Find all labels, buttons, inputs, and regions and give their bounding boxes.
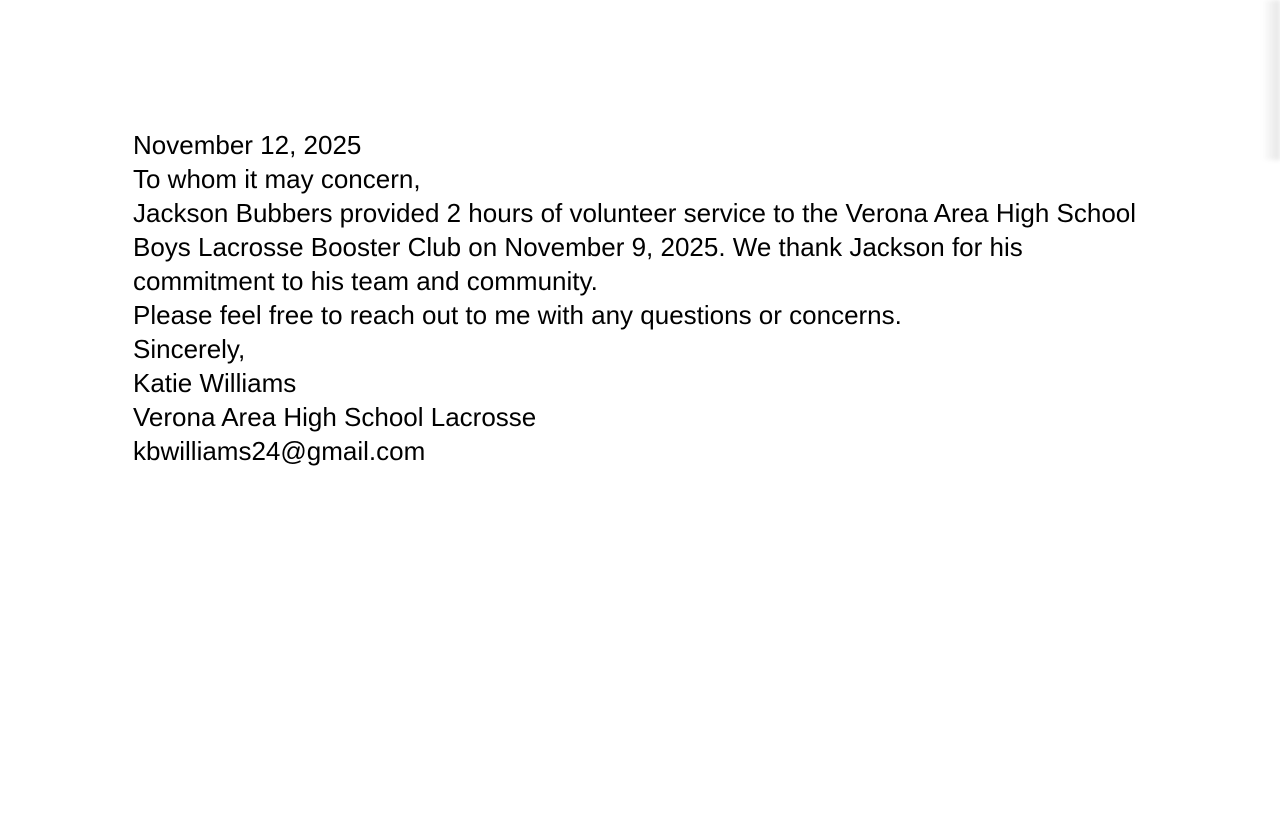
signature-email: kbwilliams24@gmail.com bbox=[133, 436, 426, 466]
letter-salutation: To whom it may concern, bbox=[133, 164, 421, 194]
signature-block bbox=[133, 366, 1143, 468]
letter-closing: Sincerely, bbox=[133, 334, 246, 364]
page-edge-shadow bbox=[1262, 0, 1280, 160]
letter-contact-paragraph: Please feel free to reach out to me with any questions or concerns. bbox=[133, 300, 902, 330]
letter-date: November 12, 2025 bbox=[133, 130, 362, 160]
letter-document bbox=[133, 128, 1143, 468]
letter-body-paragraph: Jackson Bubbers provided 2 hours of volunteer service to the Verona Area High School Boys Lacrosse Booster Club on November 9, 2025. We thank Jackson for his commitment to his team and community. bbox=[133, 198, 1144, 296]
signature-name: Katie Williams bbox=[133, 368, 297, 398]
signature-organization: Verona Area High School Lacrosse bbox=[133, 402, 537, 432]
